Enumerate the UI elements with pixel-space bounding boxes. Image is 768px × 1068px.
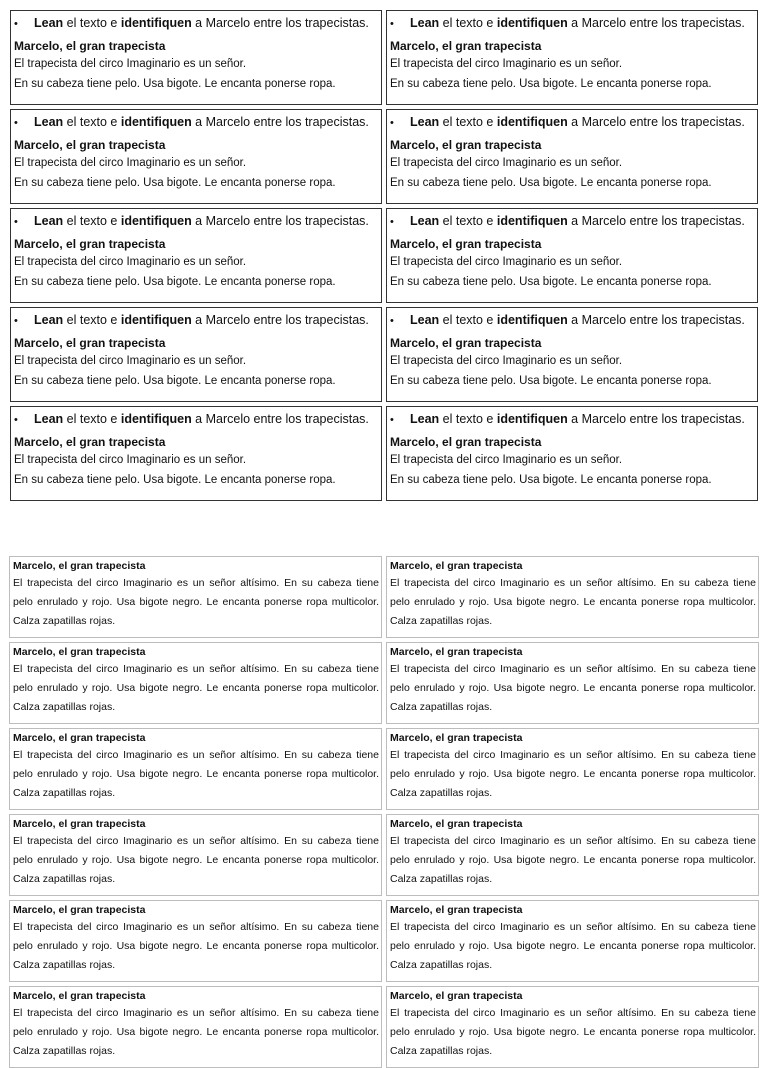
card-line-1: El trapecista del circo Imaginario es un señor. bbox=[390, 58, 623, 70]
card-body: El trapecista del circo Imaginario es un señor altísimo. En su cabeza tiene pelo enrulado y rojo. Usa bigote negro. Le encanta ponerse ropa multicolor. Calza zapatillas rojas. bbox=[13, 835, 379, 885]
card-title: Marcelo, el gran trapecista bbox=[390, 904, 523, 916]
instruction-verb-identifiquen: identifiquen bbox=[120, 16, 192, 30]
card-body: El trapecista del circo Imaginario es un señor altísimo. En su cabeza tiene pelo enrulado y rojo. Usa bigote negro. Le encanta ponerse ropa multicolor. Calza zapatillas rojas. bbox=[390, 835, 756, 885]
card-title: Marcelo, el gran trapecista bbox=[14, 237, 166, 251]
card-title: Marcelo, el gran trapecista bbox=[390, 138, 542, 152]
card-line-2: En su cabeza tiene pelo. Usa bigote. Le encanta ponerse ropa. bbox=[14, 177, 336, 189]
card-title: Marcelo, el gran trapecista bbox=[390, 39, 542, 53]
instruction bbox=[14, 15, 378, 32]
card-body: El trapecista del circo Imaginario es un señor altísimo. En su cabeza tiene pelo enrulado y rojo. Usa bigote negro. Le encanta ponerse ropa multicolor. Calza zapatillas rojas. bbox=[13, 749, 379, 799]
long-text-card bbox=[9, 642, 382, 724]
card-line-2: En su cabeza tiene pelo. Usa bigote. Le encanta ponerse ropa. bbox=[390, 78, 712, 90]
instruction bbox=[390, 411, 754, 428]
card-line-2: En su cabeza tiene pelo. Usa bigote. Le encanta ponerse ropa. bbox=[390, 177, 712, 189]
bullet-icon: • bbox=[390, 216, 394, 228]
short-text-card bbox=[10, 208, 382, 303]
card-title: Marcelo, el gran trapecista bbox=[390, 990, 523, 1002]
instruction-text-end: a Marcelo entre los trapecistas. bbox=[567, 412, 745, 426]
instruction bbox=[14, 213, 378, 230]
instruction-text-end: a Marcelo entre los trapecistas. bbox=[191, 313, 369, 327]
card-title: Marcelo, el gran trapecista bbox=[13, 646, 146, 658]
long-text-card bbox=[9, 556, 382, 638]
card-body: El trapecista del circo Imaginario es un señor altísimo. En su cabeza tiene pelo enrulado y rojo. Usa bigote negro. Le encanta ponerse ropa multicolor. Calza zapatillas rojas. bbox=[13, 1007, 379, 1057]
instruction-verb-identifiquen: identifiquen bbox=[120, 115, 192, 129]
bullet-icon: • bbox=[14, 18, 18, 30]
card-body: El trapecista del circo Imaginario es un señor altísimo. En su cabeza tiene pelo enrulado y rojo. Usa bigote negro. Le encanta ponerse ropa multicolor. Calza zapatillas rojas. bbox=[13, 663, 379, 713]
card-body: El trapecista del circo Imaginario es un señor altísimo. En su cabeza tiene pelo enrulado y rojo. Usa bigote negro. Le encanta ponerse ropa multicolor. Calza zapatillas rojas. bbox=[390, 1007, 756, 1057]
bullet-icon: • bbox=[14, 216, 18, 228]
short-text-card bbox=[10, 406, 382, 501]
instruction-verb-identifiquen: identifiquen bbox=[120, 412, 192, 426]
card-title: Marcelo, el gran trapecista bbox=[13, 990, 146, 1002]
instruction-text: el texto e bbox=[63, 214, 121, 228]
instruction-text: el texto e bbox=[439, 16, 497, 30]
instruction bbox=[390, 15, 754, 32]
card-line-1: El trapecista del circo Imaginario es un señor. bbox=[14, 58, 247, 70]
card-title: Marcelo, el gran trapecista bbox=[390, 732, 523, 744]
instruction-verb-lean: Lean bbox=[410, 115, 440, 129]
instruction-text-end: a Marcelo entre los trapecistas. bbox=[567, 115, 745, 129]
instruction-text: el texto e bbox=[63, 16, 121, 30]
card-line-1: El trapecista del circo Imaginario es un señor. bbox=[14, 256, 247, 268]
long-text-card bbox=[386, 814, 759, 896]
instruction bbox=[390, 213, 754, 230]
instruction-verb-identifiquen: identifiquen bbox=[120, 313, 192, 327]
card-line-2: En su cabeza tiene pelo. Usa bigote. Le encanta ponerse ropa. bbox=[390, 474, 712, 486]
card-line-2: En su cabeza tiene pelo. Usa bigote. Le encanta ponerse ropa. bbox=[14, 78, 336, 90]
card-line-2: En su cabeza tiene pelo. Usa bigote. Le encanta ponerse ropa. bbox=[14, 474, 336, 486]
card-line-1: El trapecista del circo Imaginario es un señor. bbox=[390, 256, 623, 268]
short-text-card-grid bbox=[10, 10, 758, 501]
card-title: Marcelo, el gran trapecista bbox=[14, 138, 166, 152]
instruction-verb-identifiquen: identifiquen bbox=[496, 16, 568, 30]
instruction-verb-lean: Lean bbox=[410, 16, 440, 30]
long-text-card bbox=[9, 986, 382, 1068]
bullet-icon: • bbox=[390, 117, 394, 129]
card-title: Marcelo, el gran trapecista bbox=[13, 732, 146, 744]
long-text-card bbox=[9, 900, 382, 982]
bullet-icon: • bbox=[390, 315, 394, 327]
instruction-verb-identifiquen: identifiquen bbox=[496, 115, 568, 129]
card-line-2: En su cabeza tiene pelo. Usa bigote. Le encanta ponerse ropa. bbox=[14, 375, 336, 387]
instruction-text-end: a Marcelo entre los trapecistas. bbox=[191, 412, 369, 426]
long-text-card bbox=[386, 986, 759, 1068]
short-text-card bbox=[386, 406, 758, 501]
instruction-text: el texto e bbox=[63, 313, 121, 327]
card-body: El trapecista del circo Imaginario es un señor altísimo. En su cabeza tiene pelo enrulado y rojo. Usa bigote negro. Le encanta ponerse ropa multicolor. Calza zapatillas rojas. bbox=[390, 921, 756, 971]
bullet-icon: • bbox=[14, 117, 18, 129]
instruction-verb-identifiquen: identifiquen bbox=[496, 412, 568, 426]
long-text-card bbox=[9, 814, 382, 896]
instruction-text: el texto e bbox=[439, 115, 497, 129]
instruction-verb-lean: Lean bbox=[410, 313, 440, 327]
card-line-1: El trapecista del circo Imaginario es un señor. bbox=[14, 454, 247, 466]
card-body: El trapecista del circo Imaginario es un señor altísimo. En su cabeza tiene pelo enrulado y rojo. Usa bigote negro. Le encanta ponerse ropa multicolor. Calza zapatillas rojas. bbox=[390, 663, 756, 713]
instruction-text-end: a Marcelo entre los trapecistas. bbox=[191, 16, 369, 30]
instruction-text: el texto e bbox=[439, 214, 497, 228]
instruction-verb-identifiquen: identifiquen bbox=[496, 214, 568, 228]
instruction-text-end: a Marcelo entre los trapecistas. bbox=[191, 115, 369, 129]
card-title: Marcelo, el gran trapecista bbox=[390, 237, 542, 251]
card-title: Marcelo, el gran trapecista bbox=[13, 560, 146, 572]
short-text-card bbox=[10, 109, 382, 204]
card-body: El trapecista del circo Imaginario es un señor altísimo. En su cabeza tiene pelo enrulado y rojo. Usa bigote negro. Le encanta ponerse ropa multicolor. Calza zapatillas rojas. bbox=[390, 577, 756, 627]
long-text-card bbox=[386, 642, 759, 724]
instruction-verb-lean: Lean bbox=[34, 16, 64, 30]
card-title: Marcelo, el gran trapecista bbox=[390, 435, 542, 449]
bullet-icon: • bbox=[14, 414, 18, 426]
instruction bbox=[14, 312, 378, 329]
instruction-verb-lean: Lean bbox=[34, 214, 64, 228]
instruction-verb-identifiquen: identifiquen bbox=[120, 214, 192, 228]
card-title: Marcelo, el gran trapecista bbox=[14, 435, 166, 449]
card-title: Marcelo, el gran trapecista bbox=[13, 904, 146, 916]
card-body: El trapecista del circo Imaginario es un señor altísimo. En su cabeza tiene pelo enrulado y rojo. Usa bigote negro. Le encanta ponerse ropa multicolor. Calza zapatillas rojas. bbox=[13, 577, 379, 627]
card-title: Marcelo, el gran trapecista bbox=[390, 336, 542, 350]
card-title: Marcelo, el gran trapecista bbox=[390, 818, 523, 830]
card-line-1: El trapecista del circo Imaginario es un señor. bbox=[390, 157, 623, 169]
card-line-1: El trapecista del circo Imaginario es un señor. bbox=[390, 355, 623, 367]
card-title: Marcelo, el gran trapecista bbox=[14, 336, 166, 350]
instruction bbox=[14, 114, 378, 131]
instruction bbox=[390, 114, 754, 131]
card-line-2: En su cabeza tiene pelo. Usa bigote. Le encanta ponerse ropa. bbox=[390, 375, 712, 387]
bullet-icon: • bbox=[14, 315, 18, 327]
card-line-1: El trapecista del circo Imaginario es un señor. bbox=[14, 157, 247, 169]
instruction-text-end: a Marcelo entre los trapecistas. bbox=[191, 214, 369, 228]
instruction bbox=[390, 312, 754, 329]
instruction-text: el texto e bbox=[439, 412, 497, 426]
short-text-card bbox=[10, 307, 382, 402]
instruction-text: el texto e bbox=[63, 412, 121, 426]
card-title: Marcelo, el gran trapecista bbox=[390, 646, 523, 658]
instruction-verb-lean: Lean bbox=[410, 412, 440, 426]
short-text-card bbox=[386, 307, 758, 402]
instruction-text-end: a Marcelo entre los trapecistas. bbox=[567, 214, 745, 228]
long-text-card bbox=[9, 728, 382, 810]
instruction-verb-lean: Lean bbox=[34, 412, 64, 426]
instruction bbox=[14, 411, 378, 428]
short-text-card bbox=[386, 10, 758, 105]
instruction-verb-lean: Lean bbox=[34, 115, 64, 129]
card-title: Marcelo, el gran trapecista bbox=[390, 560, 523, 572]
long-text-card bbox=[386, 556, 759, 638]
card-line-2: En su cabeza tiene pelo. Usa bigote. Le encanta ponerse ropa. bbox=[14, 276, 336, 288]
long-text-card-grid bbox=[9, 556, 759, 1068]
bullet-icon: • bbox=[390, 414, 394, 426]
instruction-text-end: a Marcelo entre los trapecistas. bbox=[567, 313, 745, 327]
instruction-verb-lean: Lean bbox=[34, 313, 64, 327]
card-line-1: El trapecista del circo Imaginario es un señor. bbox=[14, 355, 247, 367]
card-body: El trapecista del circo Imaginario es un señor altísimo. En su cabeza tiene pelo enrulado y rojo. Usa bigote negro. Le encanta ponerse ropa multicolor. Calza zapatillas rojas. bbox=[13, 921, 379, 971]
instruction-text-end: a Marcelo entre los trapecistas. bbox=[567, 16, 745, 30]
instruction-text: el texto e bbox=[439, 313, 497, 327]
instruction-verb-lean: Lean bbox=[410, 214, 440, 228]
card-body: El trapecista del circo Imaginario es un señor altísimo. En su cabeza tiene pelo enrulado y rojo. Usa bigote negro. Le encanta ponerse ropa multicolor. Calza zapatillas rojas. bbox=[390, 749, 756, 799]
card-line-2: En su cabeza tiene pelo. Usa bigote. Le encanta ponerse ropa. bbox=[390, 276, 712, 288]
instruction-text: el texto e bbox=[63, 115, 121, 129]
short-text-card bbox=[10, 10, 382, 105]
card-title: Marcelo, el gran trapecista bbox=[14, 39, 166, 53]
bullet-icon: • bbox=[390, 18, 394, 30]
card-line-1: El trapecista del circo Imaginario es un señor. bbox=[390, 454, 623, 466]
long-text-card bbox=[386, 728, 759, 810]
long-text-card bbox=[386, 900, 759, 982]
instruction-verb-identifiquen: identifiquen bbox=[496, 313, 568, 327]
card-title: Marcelo, el gran trapecista bbox=[13, 818, 146, 830]
short-text-card bbox=[386, 109, 758, 204]
short-text-card bbox=[386, 208, 758, 303]
